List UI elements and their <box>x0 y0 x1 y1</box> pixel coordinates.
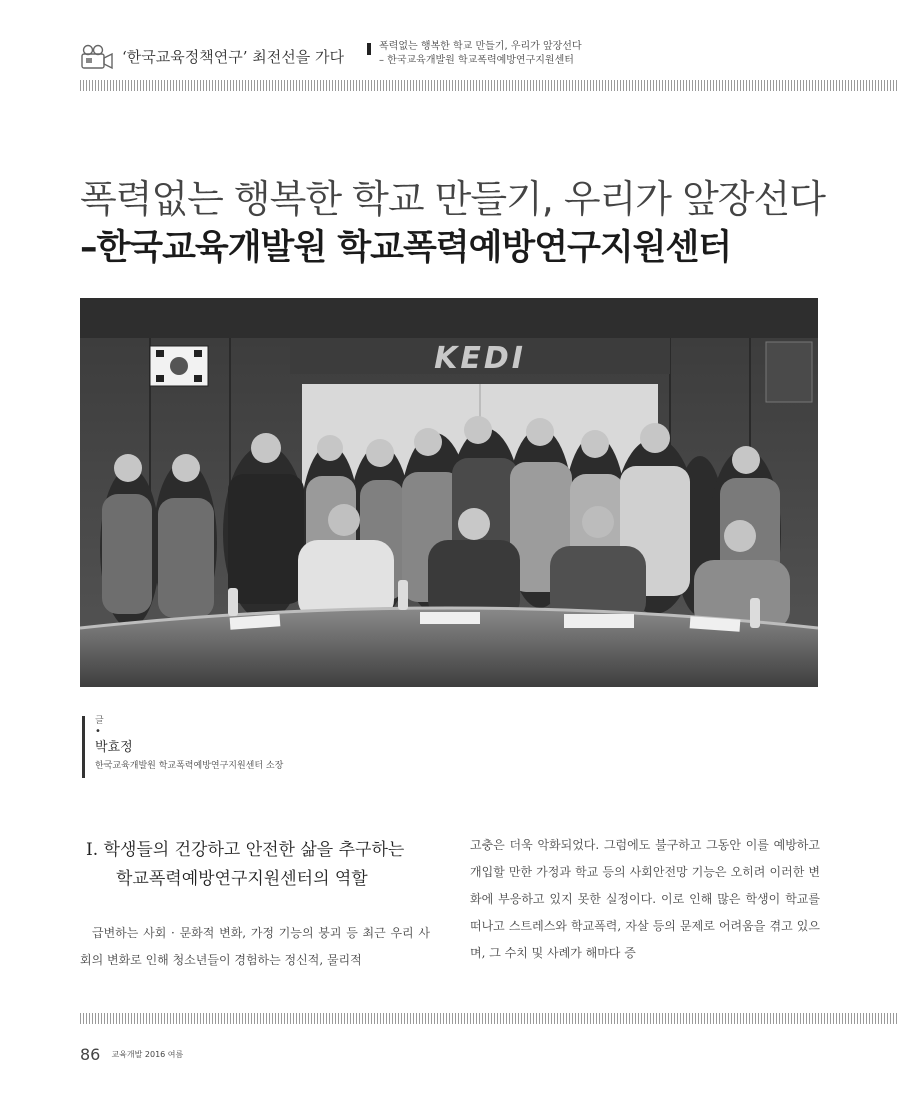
body-column-right: 고충은 더욱 악화되었다. 그럼에도 불구하고 그동안 이를 예방하고 개입할 만한 가정과 학교 등의 사회안전망 기능은 오히려 이러한 변화에 부응하고 있지 못한 실정이다. 이로 인해 많은 학생이 학교를 떠나고 스트레스와 학교폭력, 자살 등의 문제로 어려움을 겪고 있으며, 그 수치 및 사례가 해마다 증 <box>470 838 820 960</box>
publication-name: 교육개발 2016 여름 <box>111 1050 184 1059</box>
page-number: 86 <box>80 1045 101 1064</box>
byline <box>82 716 283 778</box>
body-text-left: 급변하는 사회 · 문화적 변화, 가정 기능의 붕괴 등 최근 우리 사회의 변화로 인해 청소년들이 경험하는 정신적, 물리적 <box>80 926 430 967</box>
byline-label: 글 <box>95 716 104 726</box>
body-column-left <box>80 920 430 974</box>
footer-stripe <box>80 1013 899 1024</box>
article-subtitle: –한국교육개발원 학교폭력예방연구지원센터 <box>80 228 732 268</box>
section-title-line2: 학교폭력예방연구지원센터의 역할 <box>116 869 368 889</box>
running-header <box>80 40 820 70</box>
series-title: ‘한국교육정책연구’ 최전선을 가다 <box>122 48 344 66</box>
group-photo-illustration <box>80 298 818 687</box>
header-stripe <box>80 80 899 91</box>
byline-bullet: • <box>95 726 101 737</box>
header-article-line1: 폭력없는 행복한 학교 만들기, 우리가 앞장선다 <box>379 41 582 52</box>
header-article-title <box>379 40 582 68</box>
header-separator <box>367 43 371 55</box>
group-photo <box>80 298 818 687</box>
film-camera-icon <box>80 44 114 70</box>
author-role: 한국교육개발원 학교폭력예방연구지원센터 소장 <box>95 761 284 771</box>
page-footer <box>80 1045 183 1064</box>
header-article-line2: – 한국교육개발원 학교폭력예방연구지원센터 <box>379 55 574 66</box>
author-name: 박효정 <box>95 740 133 755</box>
article-title: 폭력없는 행복한 학교 만들기, 우리가 앞장선다 <box>80 177 825 221</box>
section-title-line1: Ⅰ. 학생들의 건강하고 안전한 삶을 추구하는 <box>86 840 405 860</box>
section-title <box>86 836 466 894</box>
kedi-sign: KEDI <box>434 341 526 376</box>
korean-flag <box>150 346 208 386</box>
